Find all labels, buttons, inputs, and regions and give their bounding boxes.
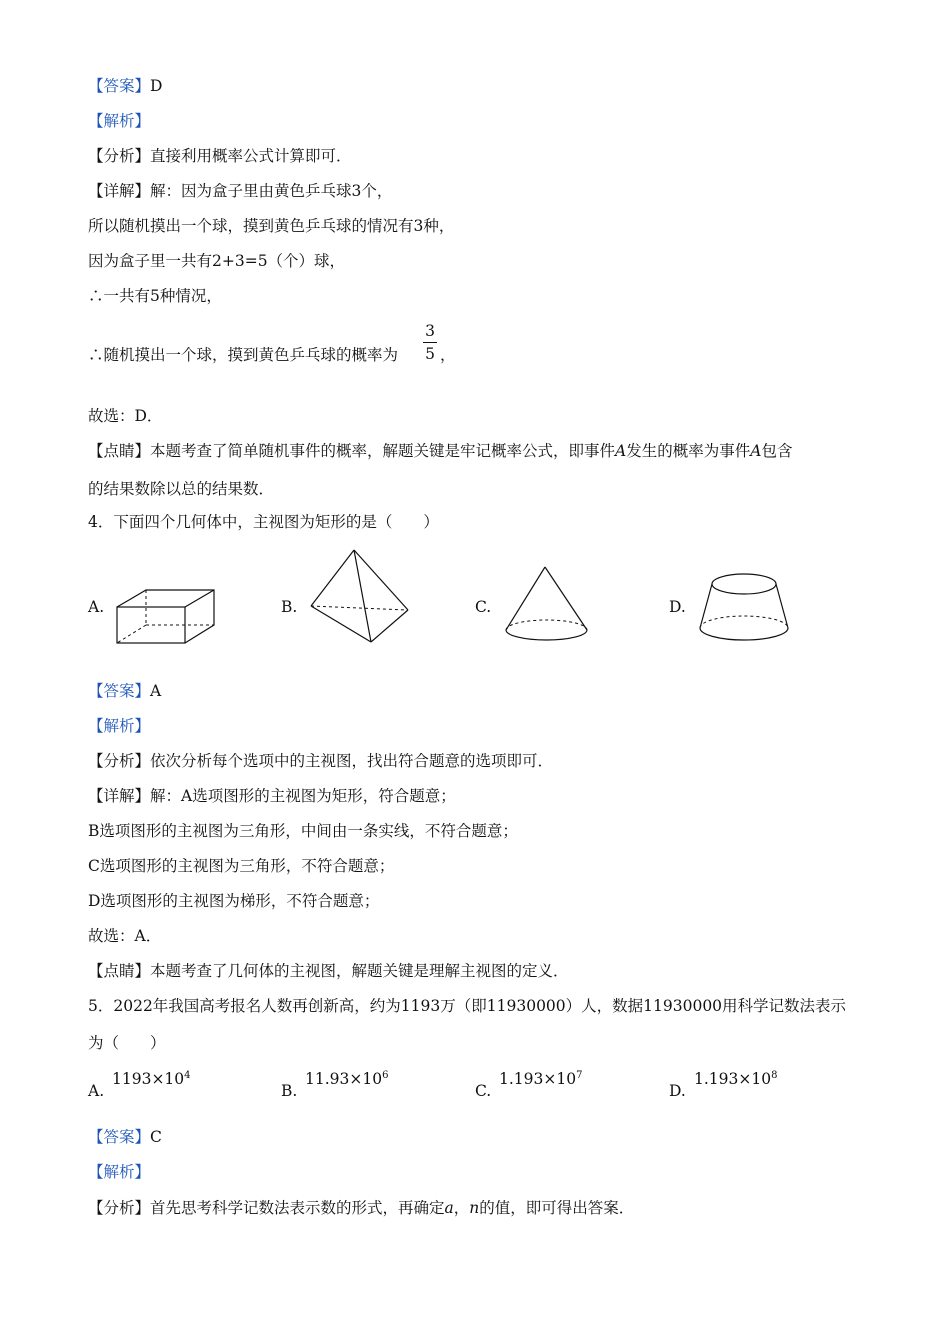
analysis-tag: 【解析】 [88,717,151,735]
option-b-mantissa: 11.93×10 [305,1070,383,1089]
q4-question: 4．下面四个几何体中，主视图为矩形的是（ ） [88,513,439,531]
xiangjie-tag: 【详解】 [88,182,151,200]
q5-option-d-label: D. [669,1082,686,1100]
fraction-three-fifths [422,322,438,363]
fenxi-text-a: 首先思考科学记数法表示数的形式，再确定 [150,1199,445,1217]
q3-line-2: 因为盒子里一共有2+3=5（个）球， [88,252,346,270]
q3-xiangjie-line [88,181,392,201]
fenxi-text: 直接利用概率公式计算即可． [150,147,352,165]
q3-dianjing-line-2: 的结果数除以总的结果数． [88,480,275,498]
q5-question-line-2: 为（ ） [88,1034,166,1052]
q3-line-4-end: ， [440,346,456,364]
answer-tag: 【答案】 [88,682,151,700]
q5-question-line-1: 5．2022年我国高考报名人数再创新高，约为1193万（即11930000）人，数据11930000用科学记数法表示 [88,997,847,1015]
var-a: a [444,1199,454,1217]
dianjing-text: 本题考查了几何体的主视图，解题关键是理解主视图的定义． [150,962,569,980]
q5-answer-line [88,1127,162,1147]
q3-analysis-line [88,111,150,131]
fenxi-text-b: 的值，即可得出答案． [479,1199,635,1217]
q4-line-1: B选项图形的主视图为三角形，中间由一条实线，不符合题意； [88,822,518,840]
q4-analysis-line [88,716,150,736]
option-a-mantissa: 1193×10 [112,1070,185,1089]
option-c-mantissa: 1.193×10 [499,1070,577,1089]
q5-option-c-value [499,1070,582,1088]
q4-option-b-label: B. [281,598,298,616]
answer-value: A [150,682,162,700]
option-d-exponent: 8 [771,1070,778,1081]
dianjing-tag: 【点睛】 [88,962,151,980]
q3-line-4 [88,345,398,365]
fraction-numerator: 3 [425,322,435,340]
q3-line-1: 所以随机摸出一个球，摸到黄色乒乓球的情况有3种， [88,217,455,235]
q3-answer-line [88,76,162,96]
dianjing-text-b: 发生的概率为事件 [626,442,751,460]
dianjing-text-a: 本题考查了简单随机事件的概率，解题关键是牢记概率公式，即事件 [150,442,616,460]
q3-fenxi-line [88,146,352,166]
analysis-tag: 【解析】 [88,112,151,130]
frustum-figure [698,570,792,646]
cone-figure [504,565,590,645]
answer-tag: 【答案】 [88,77,151,95]
xiangjie-text: 解：因为盒子里由黄色乒乓球3个， [150,182,393,200]
q5-fenxi-line [88,1198,634,1218]
q4-dianjing-line [88,961,569,981]
q4-line-3: D选项图形的主视图为梯形，不符合题意； [88,892,380,910]
q5-option-a-value [112,1070,191,1088]
dianjing-text-c: 包含 [761,442,793,460]
fenxi-tag: 【分析】 [88,147,151,165]
separator: ， [453,1199,470,1217]
q5-option-c-label: C. [475,1082,492,1100]
answer-tag: 【答案】 [88,1128,151,1146]
fenxi-text: 依次分析每个选项中的主视图，找出符合题意的选项即可． [150,752,554,770]
q3-dianjing-line [88,441,792,461]
var-n: n [469,1199,480,1217]
analysis-tag: 【解析】 [88,1163,151,1181]
q4-line-2: C选项图形的主视图为三角形，不符合题意； [88,857,395,875]
option-c-exponent: 7 [576,1070,583,1081]
q5-analysis-line [88,1162,150,1182]
answer-value: C [150,1128,162,1146]
q4-answer-line [88,681,161,701]
xiangjie-tag: 【详解】 [88,787,151,805]
q3-line-3: ∴一共有5种情况， [88,287,222,305]
q5-option-b-label: B. [281,1082,298,1100]
q4-option-c-label: C. [475,598,492,616]
option-b-exponent: 6 [382,1070,389,1081]
xiangjie-text: 解：A选项图形的主视图为矩形，符合题意； [150,787,456,805]
answer-value: D [150,77,163,95]
pyramid-figure [308,548,412,646]
q4-option-a-label: A. [88,598,105,616]
q4-conclusion: 故选：A． [88,927,162,945]
fenxi-tag: 【分析】 [88,752,151,770]
fraction-bar [423,342,437,343]
fenxi-tag: 【分析】 [88,1199,151,1217]
q5-option-a-label: A. [88,1082,105,1100]
q3-conclusion: 故选：D． [88,407,163,425]
option-a-exponent: 4 [184,1070,191,1081]
q4-option-d-label: D. [669,598,686,616]
q5-option-d-value [694,1070,777,1088]
q4-xiangjie-line [88,786,456,806]
var-a: A [615,442,627,460]
fraction-denominator: 5 [425,345,435,363]
cuboid-figure [112,587,218,647]
option-d-mantissa: 1.193×10 [694,1070,772,1089]
q3-line-4-text: ∴随机摸出一个球，摸到黄色乒乓球的概率为 [88,346,399,364]
q5-option-b-value [305,1070,388,1088]
var-a-2: A [750,442,762,460]
q4-fenxi-line [88,751,553,771]
dianjing-tag: 【点睛】 [88,442,151,460]
